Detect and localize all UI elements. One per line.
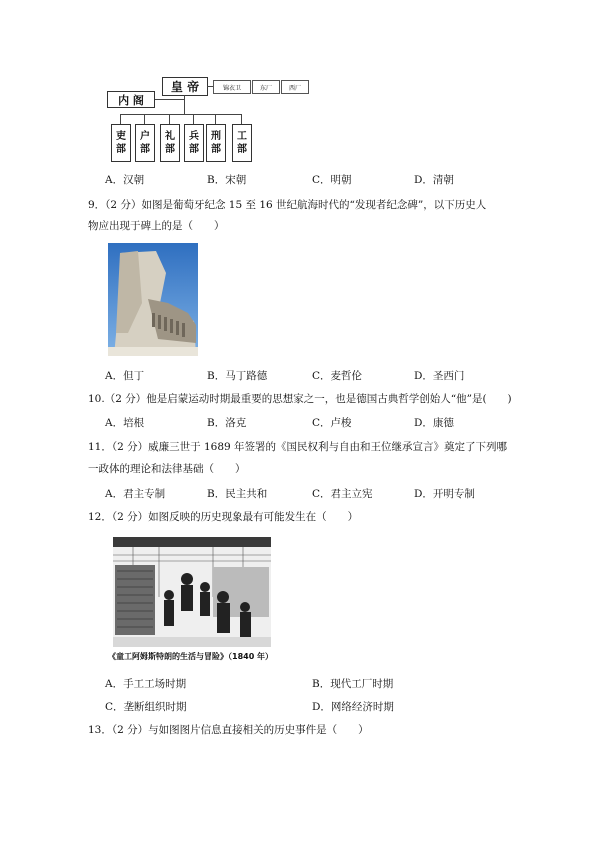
connector [120,114,242,115]
option-c[interactable]: C．麦哲伦 [312,370,363,382]
ministry-char: 部 [165,144,175,155]
connector [241,114,242,124]
ministry-char: 部 [189,144,199,155]
ministry-box [160,124,180,162]
ministry-char: 部 [116,144,126,155]
agency-box-1 [213,80,251,94]
question-9-line-1: 9．（2 分）如图是葡萄牙纪念 15 至 16 世纪航海时代的“发现者纪念碑”，以下历史人 [88,199,487,211]
connector [120,114,121,124]
ministry-char: 礼 [165,131,175,142]
emperor-label: 皇 帝 [170,80,200,94]
connector [153,99,184,100]
ministry-char: 户 [140,131,150,142]
factory-engraving-image [113,537,271,647]
agency-label: 东厂 [259,84,272,92]
question-11-line-1: 11．（2 分）威廉三世于 1689 年签署的《国民权利与自由和王位继承宣言》奠定了下列哪 [88,441,508,453]
cabinet-label: 内 阁 [118,93,144,107]
option-d[interactable]: D．网络经济时期 [312,701,394,713]
ministry-char: 部 [237,144,247,155]
option-a[interactable]: A．培根 [105,417,145,429]
option-b[interactable]: B．民主共和 [207,488,268,500]
connector [169,114,170,124]
connector [144,114,145,124]
ministry-char: 吏 [116,131,126,142]
ministry-char: 部 [140,144,150,155]
agency-label: 西厂 [288,84,301,92]
question-11-line-2: 一政体的理论和法律基础（ ） [88,463,246,475]
question-10-line-1: 10.（2 分）他是启蒙运动时期最重要的思想家之一，也是德国古典哲学创始人“他”是( ) [88,393,512,405]
agency-box-2 [252,80,280,94]
option-d[interactable]: D．康德 [414,417,454,429]
option-d[interactable]: D．开明专制 [414,488,475,500]
ministry-box [135,124,155,162]
ministry-box [232,124,252,162]
option-a[interactable]: A．汉朝 [105,174,145,186]
option-c[interactable]: C．明朝 [312,174,352,186]
option-b[interactable]: B．现代工厂时期 [312,678,394,690]
ministry-box [206,124,226,162]
option-d[interactable]: D．圣西门 [414,370,465,382]
agency-label: 锦衣卫 [222,84,241,92]
option-a[interactable]: A．手工工场时期 [105,678,187,690]
question-9-line-2: 物应出现于碑上的是（ ） [88,220,225,232]
ministry-char: 刑 [211,131,221,142]
option-c[interactable]: C．垄断组织时期 [105,701,187,713]
image-caption: 《童工阿姆斯特朗的生活与冒险》（1840 年） [108,652,274,661]
connector [193,114,194,124]
ministry-box [184,124,204,162]
ministry-char: 部 [211,144,221,155]
option-a[interactable]: A．君主专制 [105,488,166,500]
question-12-line-1: 12．（2 分）如图反映的历史现象最有可能发生在（ ） [88,511,359,523]
option-c[interactable]: C．君主立宪 [312,488,373,500]
emperor-box [162,77,208,96]
agency-box-3 [281,80,309,94]
ministry-char: 工 [237,131,247,142]
option-b[interactable]: B．马丁路德 [207,370,268,382]
option-d[interactable]: D．清朝 [414,174,454,186]
connector [184,95,185,115]
option-b[interactable]: B．宋朝 [207,174,247,186]
question-13-line-1: 13．（2 分）与如图图片信息直接相关的历史事件是（ ） [88,724,369,736]
connector [215,114,216,124]
option-c[interactable]: C．卢梭 [312,417,352,429]
cabinet-box [107,91,155,108]
monument-image [108,243,198,356]
ministry-box [111,124,131,162]
option-b[interactable]: B．洛克 [207,417,247,429]
ministry-char: 兵 [189,131,199,142]
option-a[interactable]: A．但丁 [105,370,145,382]
connector [207,86,213,87]
